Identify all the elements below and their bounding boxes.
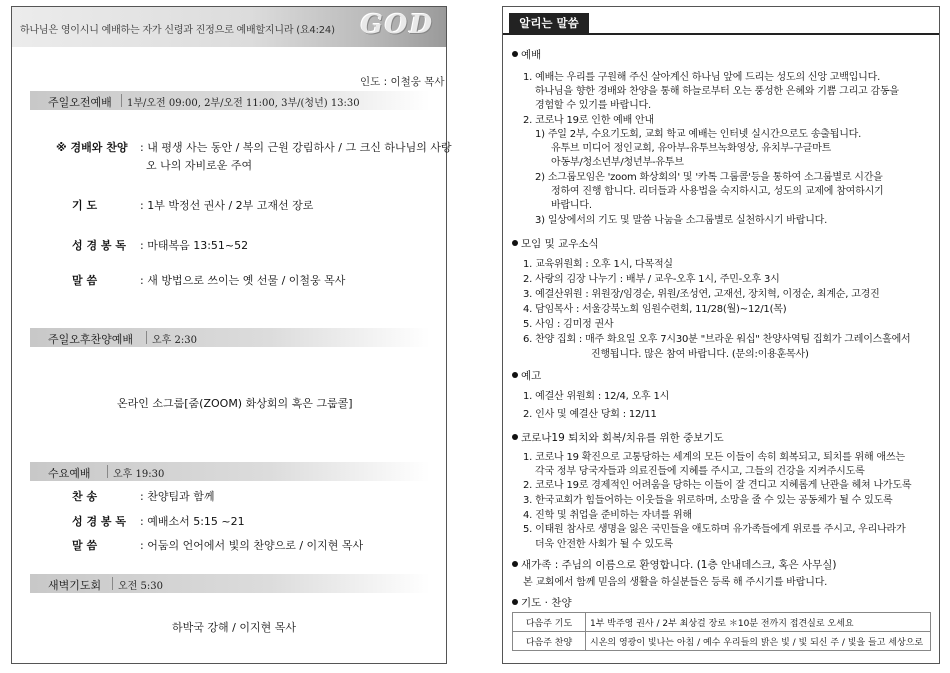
dawn-prayer-text: 하박국 강해 / 이지현 목사 — [172, 621, 296, 634]
list-item: 3. 예결산위원 : 위원장/임경순, 위원/조성연, 고재선, 장치혁, 이정순, 최계순, 고경진 — [523, 289, 880, 300]
list-item: 1. 예배는 우리를 구원해 주신 살아계신 하나님 앞에 드리는 성도의 신앙 고백입니다. — [523, 72, 881, 83]
table-row — [513, 632, 931, 651]
table-cell-key: 다음주 기도 — [513, 613, 586, 632]
dawn-prayer-bar — [30, 574, 430, 593]
row-value: : 찬양팀과 함께 — [140, 490, 215, 503]
dawn-prayer-title: 새벽기도회 — [48, 579, 102, 592]
announcements-panel — [502, 6, 940, 664]
divider — [107, 465, 108, 478]
banner-verse: 하나님은 영이시니 예배하는 자가 신령과 진정으로 예배할지니라 (요4:24) — [20, 25, 335, 36]
bullet-icon — [512, 561, 518, 567]
section-heading-meetings: 모임 및 교우소식 — [512, 236, 599, 251]
sunday-morning-bar — [30, 91, 430, 110]
table-row — [513, 613, 931, 632]
section-heading-newcomer: 새가족 : 주님의 이름으로 환영합니다. (1층 안내데스크, 혹은 사무실) — [512, 557, 837, 572]
scripture-banner — [12, 7, 446, 47]
list-item: 더욱 안전한 사회가 될 수 있도록 — [535, 539, 673, 550]
newcomer-text: 본 교회에서 함께 믿음의 생활을 하실분들은 등록 해 주시기를 바랍니다. — [523, 577, 828, 588]
list-item: 1. 코로나 19 확진으로 고통당하는 세계의 모든 이들이 속히 회복되고, 퇴치를 위해 애쓰는 — [523, 452, 905, 463]
row-label: 찬 송 — [72, 490, 98, 503]
list-item: 1) 주일 2부, 수요기도회, 교회 학교 예배는 인터넷 실시간으로도 송출됩니다. — [535, 129, 862, 140]
table-cell-key: 다음주 찬양 — [513, 632, 586, 651]
bullet-icon — [512, 51, 518, 57]
row-value: : 예배소서 5:15 ~21 — [140, 515, 245, 528]
row-value: : 1부 박정선 권사 / 2부 고재선 장로 — [140, 199, 314, 212]
list-item: 5. 이태원 참사로 생명을 잃은 국민들을 애도하며 유가족들에게 위로를 주시고, 우리나라가 — [523, 524, 906, 535]
row-label: 성 경 봉 독 — [72, 239, 126, 252]
list-item: 바랍니다. — [551, 200, 592, 211]
row-value: : 마태복음 13:51~52 — [140, 239, 249, 252]
row-value: : 어둠의 언어에서 빛의 찬양으로 / 이지현 목사 — [140, 539, 364, 552]
announcements-title: 알리는 말씀 — [509, 13, 589, 33]
god-logo: GOD — [360, 10, 434, 40]
list-item: 6. 찬양 집회 : 매주 화요일 오후 7시30분 "브라운 워십" 찬양사역팀 집회가 그레이스홀에서 — [523, 334, 911, 345]
row-value: : 새 방법으로 쓰이는 옛 선물 / 이철웅 목사 — [140, 274, 346, 287]
list-item: 각국 정부 당국자들과 의료진들에 지혜를 주시고, 그들의 건강을 지켜주시도록 — [535, 466, 865, 477]
section-heading-prayer-praise: 기도 · 찬양 — [512, 595, 572, 610]
title-rule — [503, 33, 939, 35]
dawn-prayer-time: 오전 5:30 — [118, 581, 163, 592]
divider — [121, 94, 122, 107]
row-label: 기 도 — [72, 199, 98, 212]
list-item: 2) 소그룹모임은 'zoom 화상회의' 및 '카톡 그룹콜'등을 통하여 소그룹별로 시간을 — [535, 172, 883, 183]
list-item: 하나님을 향한 경배와 찬양을 통해 하늘로부터 오는 풍성한 은혜와 기쁨 그리고 감동을 — [535, 86, 899, 97]
section-heading-worship: 예배 — [512, 47, 541, 62]
row-value: 오 나의 자비로운 주여 — [146, 159, 253, 172]
bullet-icon — [512, 434, 518, 440]
table-cell-value: 1부 박주영 권사 / 2부 최상걸 장로 ＊10분 전까지 접견실로 오세요 — [586, 613, 931, 632]
row-label: ※ 경배와 찬양 — [56, 141, 128, 154]
wednesday-title: 수요예배 — [48, 467, 91, 480]
sunday-afternoon-title: 주일오후찬양예배 — [48, 333, 134, 346]
divider — [112, 577, 113, 590]
list-item: 2. 인사 및 예결산 당회 : 12/11 — [523, 409, 657, 420]
list-item: 2. 코로나 19로 경제적인 어려움을 당하는 이들이 잘 견디고 지혜롭게 난관을 헤쳐 나가도록 — [523, 480, 912, 491]
list-item: 1. 예결산 위원회 : 12/4, 오후 1시 — [523, 391, 670, 402]
prayer-praise-table — [512, 612, 931, 651]
online-group-text: 온라인 소그룹[줌(ZOOM) 화상회의 혹은 그룹콜] — [117, 397, 353, 410]
list-item: 3. 한국교회가 힘들어하는 이웃들을 위로하며, 소망을 줄 수 있는 공동체가 될 수 있도록 — [523, 495, 893, 506]
list-item: 유투브 미디어 정인교회, 유아부-유투브녹화영상, 유치부-구글마트 — [551, 143, 832, 154]
sunday-morning-time: 1부/오전 09:00, 2부/오전 11:00, 3부/(청년) 13:30 — [127, 98, 360, 109]
list-item: 경험할 수 있기를 바랍니다. — [535, 100, 651, 111]
list-item: 4. 진학 및 취업을 준비하는 자녀를 위해 — [523, 510, 692, 521]
section-heading-covid-prayer: 코로나19 퇴치와 회복/치유를 위한 중보기도 — [512, 430, 724, 445]
bullet-icon — [512, 372, 518, 378]
list-item: 2. 사랑의 김장 나누기 : 배부 / 교우-오후 1시, 주민-오후 3시 — [523, 274, 780, 285]
leader-text: 인도 : 이철웅 목사 — [360, 76, 445, 88]
row-label: 말 씀 — [72, 274, 98, 287]
list-item: 5. 사임 : 김미정 권사 — [523, 319, 614, 330]
row-label: 성 경 봉 독 — [72, 515, 126, 528]
sunday-afternoon-time: 오후 2:30 — [152, 335, 197, 346]
list-item: 1. 교육위원회 : 오후 1시, 다목적실 — [523, 259, 673, 270]
sunday-morning-title: 주일오전예배 — [48, 96, 112, 109]
list-item: 정하여 진행 합니다. 리더들과 사용법을 숙지하시고, 성도의 교제에 참여하시기 — [551, 186, 884, 197]
list-item: 2. 코로나 19로 인한 예배 안내 — [523, 115, 654, 126]
table-cell-value: 시온의 영광이 빛나는 아침 / 예수 우리들의 밝은 빛 / 빛 되신 주 / 빛을 들고 세상으로 — [586, 632, 931, 651]
bullet-icon — [512, 240, 518, 246]
list-item: 아동부/청소년부/청년부-유투브 — [551, 157, 684, 168]
wednesday-bar — [30, 462, 430, 481]
row-value: : 내 평생 사는 동안 / 복의 근원 강림하사 / 그 크신 하나님의 사랑 — [140, 141, 452, 154]
wednesday-time: 오후 19:30 — [113, 469, 165, 480]
list-item: 4. 담임목사 : 서울강북노회 임원수련회, 11/28(월)~12/1(목) — [523, 304, 787, 315]
order-of-service-panel — [11, 6, 452, 664]
bullet-icon — [512, 599, 518, 605]
sunday-afternoon-bar — [30, 328, 430, 347]
section-heading-notice: 예고 — [512, 368, 541, 383]
list-item: 진행됩니다. 많은 참여 바랍니다. (문의:이용훈목사) — [591, 349, 809, 360]
row-label: 말 씀 — [72, 539, 98, 552]
divider — [146, 331, 147, 344]
list-item: 3) 일상에서의 기도 및 말씀 나눔을 소그룹별로 실천하시기 바랍니다. — [535, 215, 828, 226]
